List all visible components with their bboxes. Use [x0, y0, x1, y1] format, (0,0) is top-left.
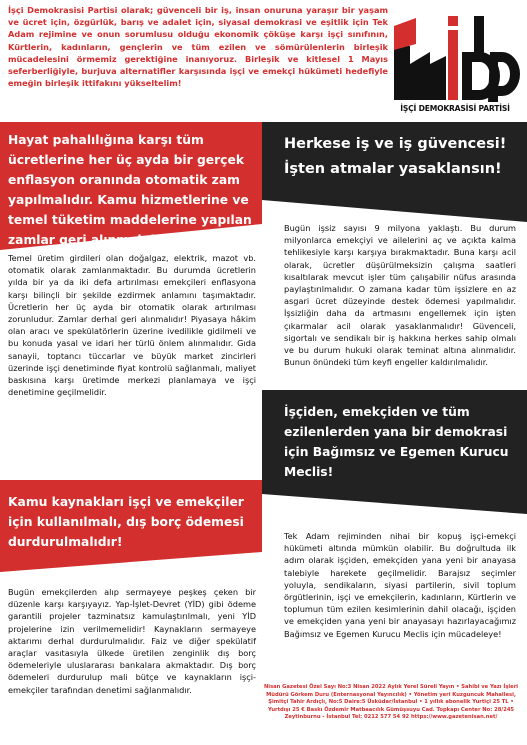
right-heading-2-notch — [262, 494, 527, 514]
left-heading-2: Kamu kaynakları işçi ve emekçiler için kullanılmalı, dış borç ödemesi durdurulmalıdır! — [8, 495, 244, 549]
left-paragraph-1: Temel üretim girdileri olan doğalgaz, elektrik, mazot vb. otomatik olarak zamlanmaktadır. Bu durumda ücretlerin yılda bir ya da iki defa artırılması emekçileri enflasyona karşı bilinçli bir şekilde ezdirmek anlamını taşımaktadır. Ücretlerin her üç ayda bir otomatik olarak artırılması zorunludur. Zamlar derhal geri alınmalıdır! Piyasaya hâkim olan aracı ve spekülatörlerin üzerine ivedilikle gidilmeli ve bu konuda yasal ve idari her türlü önlem alınmalıdır. Gıda sanayii, toptancı tüccarlar ve büyük market zincirleri üzerinde işçi denetiminde fiyat kontrolü sağlanmalı, maliyet baskısına karşı üretimde merkezi planlamaya ve işçi denetimine geçilmelidir. — [8, 253, 256, 398]
imprint-footer: Nisan Gazetesi Özel Sayı No:3 Nisan 2022 Aylık Yerel Süreli Yayın • Sahibi ve Yazı İşleri Müdürü Görkem Duru (Enternasyonal Yayıncılık) • Yönetim yeri Kuzguncuk Mahallesi, Şimitçi Tahir Ardıçlı, No:5 Daire:5 Üsküdar/İstanbul • 1 yıllık abonelik Yurtiçi 25 TL • Yurtdışı 25 € Baskı Özdemir Matbaacılık Gümüşsuyu Cad. Topkapı Center No: 28/245 Zeytinburnu - İstanbul Tel: 0212 577 54 92 https://www.gazetenisan.net/ — [263, 684, 519, 721]
intro-text: İşçi Demokrasisi Partisi olarak; güvenceli bir iş, insan onuruna yaraşır bir yaşam ve ücret için, özgürlük, barış ve adalet için, siyasal demokrasi ve eşitlik için Tek Adam rejimine ve onun sorumlusu olduğu ekonomik çöküşe karşı işçi sınıfının, Kürtlerin, kadınların, gençlerin ve tüm ezilen ve sömürülenlerin birleşik mücadelesini örmemiz gerektiğine inanıyoruz. Birleşik ve kitlesel 1 Mayıs seferberliğiyle, burjuva alternatifler karşısında işçi ve emekçi hükümeti hedefiyle emeğin birleşik ittifakını yükseltelim! — [8, 5, 388, 89]
right-heading-2: İşçiden, emekçiden ve tüm ezilenlerden yana bir demokrasi için Bağımsız ve Egemen Kurucu Meclis! — [284, 405, 509, 479]
right-paragraph-2: Tek Adam rejiminden nihai bir kopuş işçi-emekçi hükümeti altında mümkün olabilir. Bu doğrultuda ilk adım olarak işçiden, emekçiden yana yeni bir anayasa talebiyle harekete geçilmelidir. Barajsız seçimler yoluyla, sendikaların, siyasi partilerin, sivil toplum örgütlerinin, işçi ve emekçilerin, kadınların, Kürtlerin ve toplumun tüm ezilen kesimlerinin dahil olacağı, işçiden ve emekçiden yana yeni bir anayasayı hazırlayacağımız Bağımsız ve Egemen Kurucu Meclis için mücadeleye! — [284, 531, 516, 639]
party-logo — [390, 12, 520, 122]
left-paragraph-2: Bugün emekçilerden alıp sermayeye peşkeş çeken bir düzenle karşı karşıyayız. Yap-İşlet-Devret (YİD) gibi ödeme garantili projeler tazminatsız kamulaştırılmalı, yeni YİD projelerine izin verilmemelidir! Kaynakların sermayeye aktarımı derhal durdurulmalıdır. Faiz ve diğer spekülatif araçlar vasıtasıyla ülkede üretilen zenginlik dış borç ödemeleriyle uluslararası bankalara akmaktadır. Dış borç ödemeleri durdurulup mali bütçe ve kaynakların işçi-emekçiler tarafından denetimi sağlanmalıdır. — [8, 587, 256, 695]
right-paragraph-1: Bugün işsiz sayısı 9 milyona yaklaştı. Bu durum milyonlarca emekçiyi ve ailelerini aç ve açıkta kalma tehlikesiyle karşı karşıya bırakmaktadır. Buna karşı acil olarak, ücretler düşürülmeksizin çalışma saatleri kısaltılarak mevcut işler tüm çalışabilir nüfus arasında paylaştırılmalıdır. O zamana kadar tüm işsizlere en az asgari ücret düzeyinde destek ödemesi yapılmalıdır. İşsizliğin daha da artmasını engellemek için işten çıkarmalar acil olarak yasaklanmalıdır! Güvenceli, sigortalı ve sendikalı bir iş hakkına herkes sahip olmalı ve bu durum hukuki olarak teminat altına alınmalıdır. Bunun önündeki tüm keyfi engeller kaldırılmalıdır. — [284, 223, 516, 368]
left-heading-1-notch — [0, 224, 262, 250]
idp-logo-icon — [390, 12, 520, 104]
right-heading-1: Herkese iş ve iş güvencesi! İşten atmalar yasaklansın! — [284, 136, 507, 177]
left-heading-1: Hayat pahalılığına karşı tüm ücretlerine her üç ayda bir gerçek enflasyon oranında otomatik zam yapılmalıdır. Kamu hizmetlerine ve temel tüketim maddelerine yapılan zamlar geri alınmalıdır. — [8, 133, 252, 247]
left-heading-2-notch — [0, 552, 262, 572]
logo-tagline: İŞÇİ DEMOKRASİSİ PARTİSİ — [400, 104, 510, 113]
right-heading-1-notch — [262, 200, 527, 222]
